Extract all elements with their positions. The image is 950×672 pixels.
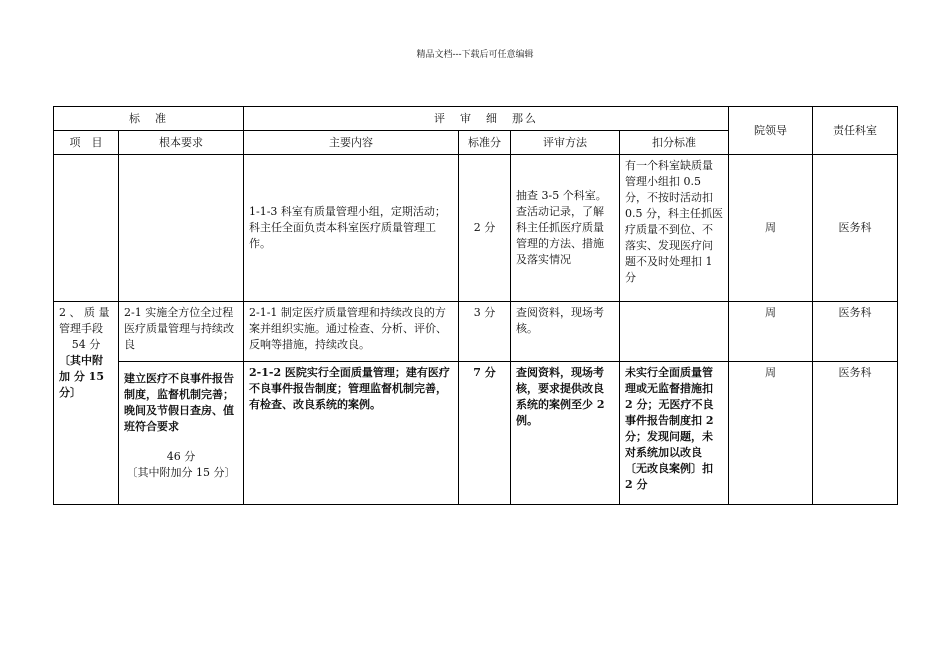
header-review-details: 评 审 细 那么 [244, 107, 729, 131]
main-content-cell: 1-1-3 科室有质量管理小组，定期活动；科主任全面负责本科室医疗质量管理工作。 [244, 155, 459, 302]
header-basic-requirement: 根本要求 [119, 131, 244, 155]
dept-cell: 医务科 [813, 302, 898, 362]
item-cell-empty [54, 155, 119, 302]
item-score: 54 分 [71, 338, 101, 351]
leader-cell: 周 [729, 302, 813, 362]
header-hospital-leader: 院领导 [729, 107, 813, 155]
review-standard-table [53, 106, 898, 505]
header-standard-score: 标准分 [459, 131, 511, 155]
header-main-content: 主要内容 [244, 131, 459, 155]
main-content-cell: 2-1-2 医院实行全面质量管理；建有医疗不良事件报告制度；管理监督机制完善，有检查、改良系统的案例。 [244, 362, 459, 505]
method-cell: 抽查 3-5 个科室。查活动记录，了解科主任抓医疗质量管理的方法、措施及落实情况 [511, 155, 620, 302]
basic-cell-empty [119, 155, 244, 302]
basic-requirement-cell: 2-1 实施全方位全过程医疗质量管理与持续改良 [119, 302, 244, 362]
dept-cell: 医务科 [813, 155, 898, 302]
score-cell: 2 分 [459, 155, 511, 302]
table-row [54, 155, 898, 302]
header-standard: 标 准 [54, 107, 244, 131]
main-content-cell: 2-1-1 制定医疗质量管理和持续改良的方案并组织实施。通过检查、分析、评价、反响等措施，持续改良。 [244, 302, 459, 362]
score-cell: 7 分 [459, 362, 511, 505]
item-extra-note: 〔其中附加 分 15 分〕 [59, 354, 104, 399]
basic-score: 46 分 [166, 450, 196, 463]
method-cell: 查阅资料，现场考核。 [511, 302, 620, 362]
header-deduction-standard: 扣分标准 [620, 131, 729, 155]
leader-cell: 周 [729, 362, 813, 505]
header-responsible-dept: 责任科室 [813, 107, 898, 155]
dept-cell: 医务科 [813, 362, 898, 505]
basic-requirement-cell [119, 362, 244, 505]
table-row [54, 302, 898, 362]
deduction-cell [620, 302, 729, 362]
page-header-note: 精品文档---下载后可任意编辑 [416, 50, 534, 60]
method-cell: 查阅资料，现场考核，要求提供改良系统的案例至少 2 例。 [511, 362, 620, 505]
leader-cell: 周 [729, 155, 813, 302]
deduction-cell: 未实行全面质量管理或无监督措施扣 2 分；无医疗不良事件报告制度扣 2 分；发现问题，未对系统加以改良〔无改良案例〕扣 2 分 [620, 362, 729, 505]
header-item: 项 目 [54, 131, 119, 155]
table-row [54, 362, 898, 505]
deduction-cell: 有一个科室缺质量管理小组扣 0.5 分，不按时活动扣 0.5 分，科主任抓医疗质量不到位、不落实、发现医疗问题不及时处理扣 1 分 [620, 155, 729, 302]
score-cell: 3 分 [459, 302, 511, 362]
basic-extra-note: 〔其中附加分 15 分〕 [126, 466, 236, 479]
basic-requirement-bold-text: 建立医疗不良事件报告制度，监督机制完善；晚间及节假日查房、值班符合要求 [124, 372, 234, 433]
header-review-method: 评审方法 [511, 131, 620, 155]
item-cell-quality-management [54, 302, 119, 505]
item-title: 2 、 质 量管理手段 [59, 306, 110, 335]
